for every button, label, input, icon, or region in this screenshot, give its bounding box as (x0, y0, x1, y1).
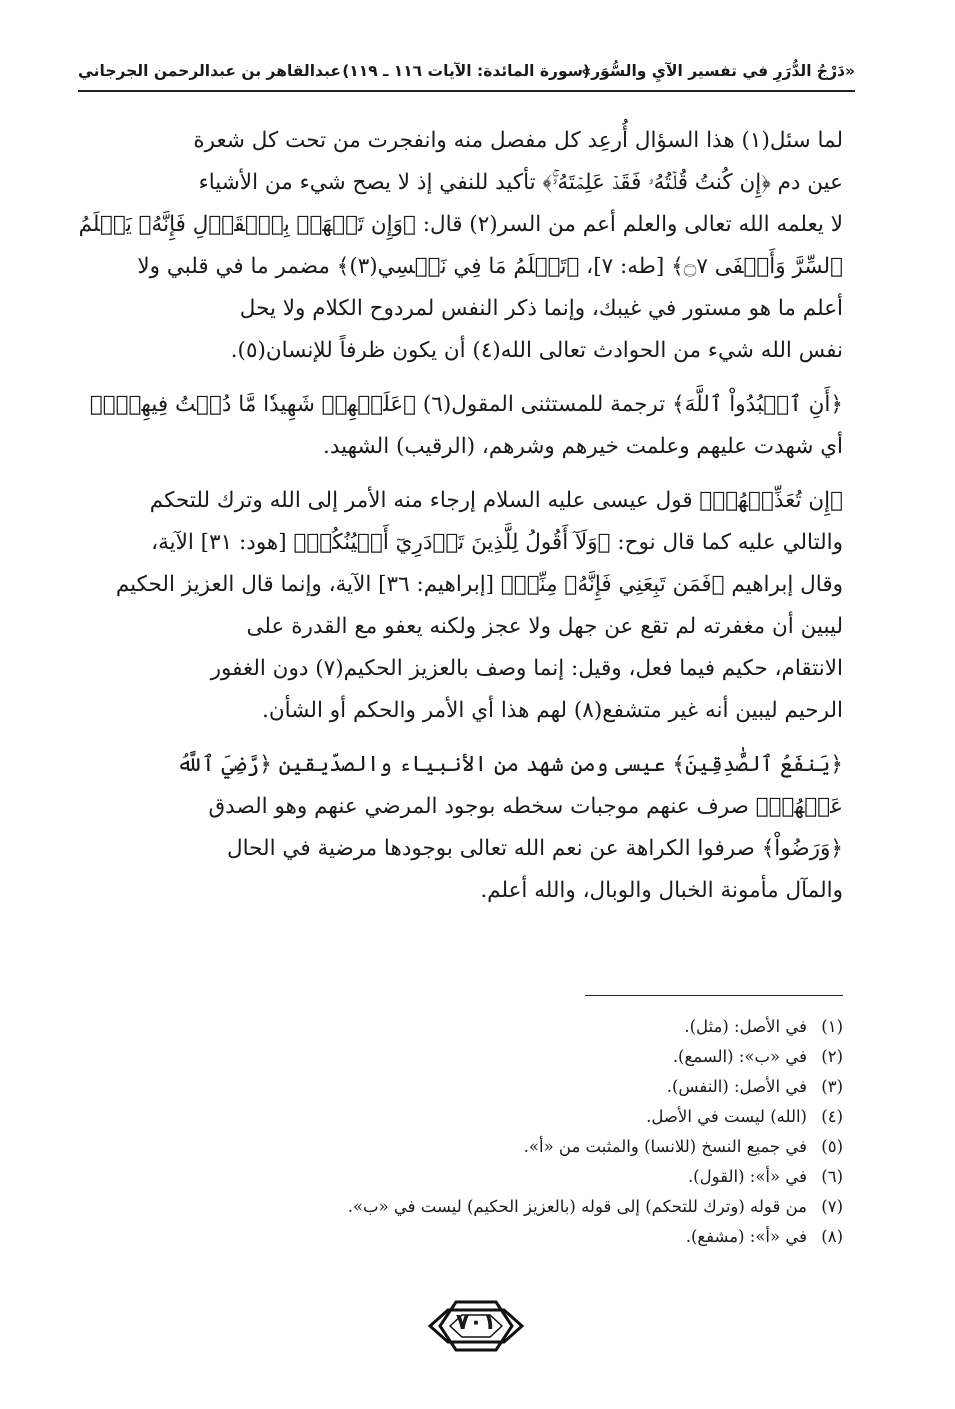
text-line: ﴿يَنفَعُ ٱلصَّٰدِقِينَ﴾ عيسى ومن شهد من الأنبياء والصدّيقين ﴿رَّضِيَ ٱللَّهُ (176, 752, 843, 777)
footnote-divider (585, 995, 843, 996)
text-line: أي شهدت عليهم وعلمت خيرهم وشرهم، (الرقيب) الشهيد. (322, 434, 843, 459)
footnote-text: (الله) ليست في الأصل. (646, 1107, 807, 1126)
text-line: لما سئل(١) هذا السؤال أُرعِد كل مفصل منه وانفجرت من تحت كل شعرة (193, 128, 843, 153)
footnote (101, 1042, 843, 1072)
footnote-number: (٥) (821, 1137, 843, 1156)
footnote-number: (٣) (821, 1077, 843, 1096)
paragraph (101, 480, 843, 732)
text-line: الانتقام، حكيم فيما فعل، وقيل: إنما وصف بالعزيز الحكيم(٧) دون الغفور (210, 656, 843, 681)
footnote-text: في «أ»: (مشفع). (685, 1227, 807, 1246)
footnote-text: في الأصل: (النفس). (666, 1077, 807, 1096)
footnote (101, 1132, 843, 1162)
footnote-text: في الأصل: (مثل). (684, 1017, 807, 1036)
paragraph (78, 120, 843, 372)
text-line: ﴿وَرَضُواْ﴾ صرفوا الكراهة عن نعم الله تعالى بوجودها مرضية في الحال (227, 836, 843, 861)
footnote (101, 1222, 843, 1252)
footnote-number: (١) (821, 1017, 843, 1036)
footnote-number: (٧) (821, 1197, 843, 1216)
header-author: عبدالقاهر بن عبدالرحمن الجرجاني (78, 62, 341, 80)
footnote (101, 1012, 843, 1042)
header-surah-range: (سورة المائدة: الآيات ١١٦ ـ ١١٩) (342, 62, 590, 80)
text-line: وقال إبراهيم ﴿فَمَن تَبِعَنِي فَإِنَّهُۥ مِنِّيۖ﴾ [إبراهيم: ٣٦] الآية، وإنما قال العزيز الحكيم (115, 572, 843, 597)
text-line: أعلم ما هو مستور في غيبك، وإنما ذكر النفس لمردوح الكلام ولا يحل (239, 296, 843, 321)
text-line: والتالي عليه كما قال نوح: ﴿وَلَآ أَقُولُ لِلَّذِينَ تَزۡدَرِيٓ أَعۡيُنُكُمۡ﴾ [هود: ٣١] الآية، (151, 530, 843, 555)
running-header (78, 56, 855, 92)
text-line: ﴿إِن تُعَذِّبۡهُمۡ﴾ قول عيسى عليه السلام إرجاء منه الأمر إلى الله وترك للتحكم (149, 488, 843, 513)
header-book-title: «دَرْجُ الدُّرَرِ في تفسير الآيِ والسُّوَر» (581, 62, 855, 80)
footnote-number: (٨) (821, 1227, 843, 1246)
footnote-text: في جميع النسخ (للانسا) والمثبت من «أ». (523, 1137, 807, 1156)
footnote-number: (٤) (821, 1107, 843, 1126)
text-line: ﴿أَنِ ٱعۡبُدُواْ ٱللَّهَ﴾ ترجمة للمستثنى المقول(٦) ﴿عَلَيۡهِمۡ شَهِيدٗا مَّا دُمۡتُ فِيهِمۡۖ﴾ (89, 392, 843, 417)
text-line: عين دم ﴿إِن كُنتُ قُلۡتُهُۥ فَقَدۡ عَلِمۡتَهُۥۚ﴾ تأكيد للنفي إذ لا يصح شيء من الأشياء (198, 170, 843, 195)
text-line: نفس الله شيء من الحوادث تعالى الله(٤) أن يكون ظرفاً للإنسان(٥). (230, 338, 843, 363)
footnote (101, 1192, 843, 1222)
footnote (101, 1102, 843, 1132)
text-line: لا يعلمه الله تعالى والعلم أعم من السر(٢) قال: ﴿وَإِن تَجۡهَرۡ بِٱلۡقَوۡلِ فَإِنَّهُۥ يَعۡلَمُ (78, 212, 843, 237)
text-line: ٱلسِّرَّ وَأَخۡفَى ۝٧﴾ [طه: ٧]، ﴿تَعۡلَمُ مَا فِي نَفۡسِي(٣)﴾ مضمر ما في قلبي ولا (137, 254, 843, 279)
main-text (78, 120, 843, 924)
text-line: الرحيم ليبين أنه غير متشفع(٨) لهم هذا أي الأمر والحكم أو الشأن. (262, 698, 843, 723)
footnote-number: (٦) (821, 1167, 843, 1186)
text-line: عَنۡهُمۡ﴾ صرف عنهم موجبات سخطه بوجود المرضي عنهم وهو الصدق (208, 794, 843, 819)
footnote-text: في «أ»: (القول). (687, 1167, 807, 1186)
footnotes-list (101, 1012, 843, 1252)
page-number-ornament (426, 1296, 526, 1356)
footnote-number: (٢) (821, 1047, 843, 1066)
page-number: ٧٠١ (455, 1310, 497, 1335)
paragraph (101, 744, 843, 912)
footnote (101, 1162, 843, 1192)
paragraph (89, 384, 843, 468)
text-line: ليبين أن مغفرته لم تقع عن جهل ولا عجز ولكنه يعفو مع القدرة على (246, 614, 843, 639)
footnote (101, 1072, 843, 1102)
footnote-text: من قوله (وترك للتحكم) إلى قوله (بالعزيز الحكيم) ليست في «ب». (347, 1197, 807, 1216)
text-line: والمآل مأمونة الخبال والوبال، والله أعلم. (480, 878, 843, 903)
footnote-text: في «ب»: (السمع). (672, 1047, 807, 1066)
